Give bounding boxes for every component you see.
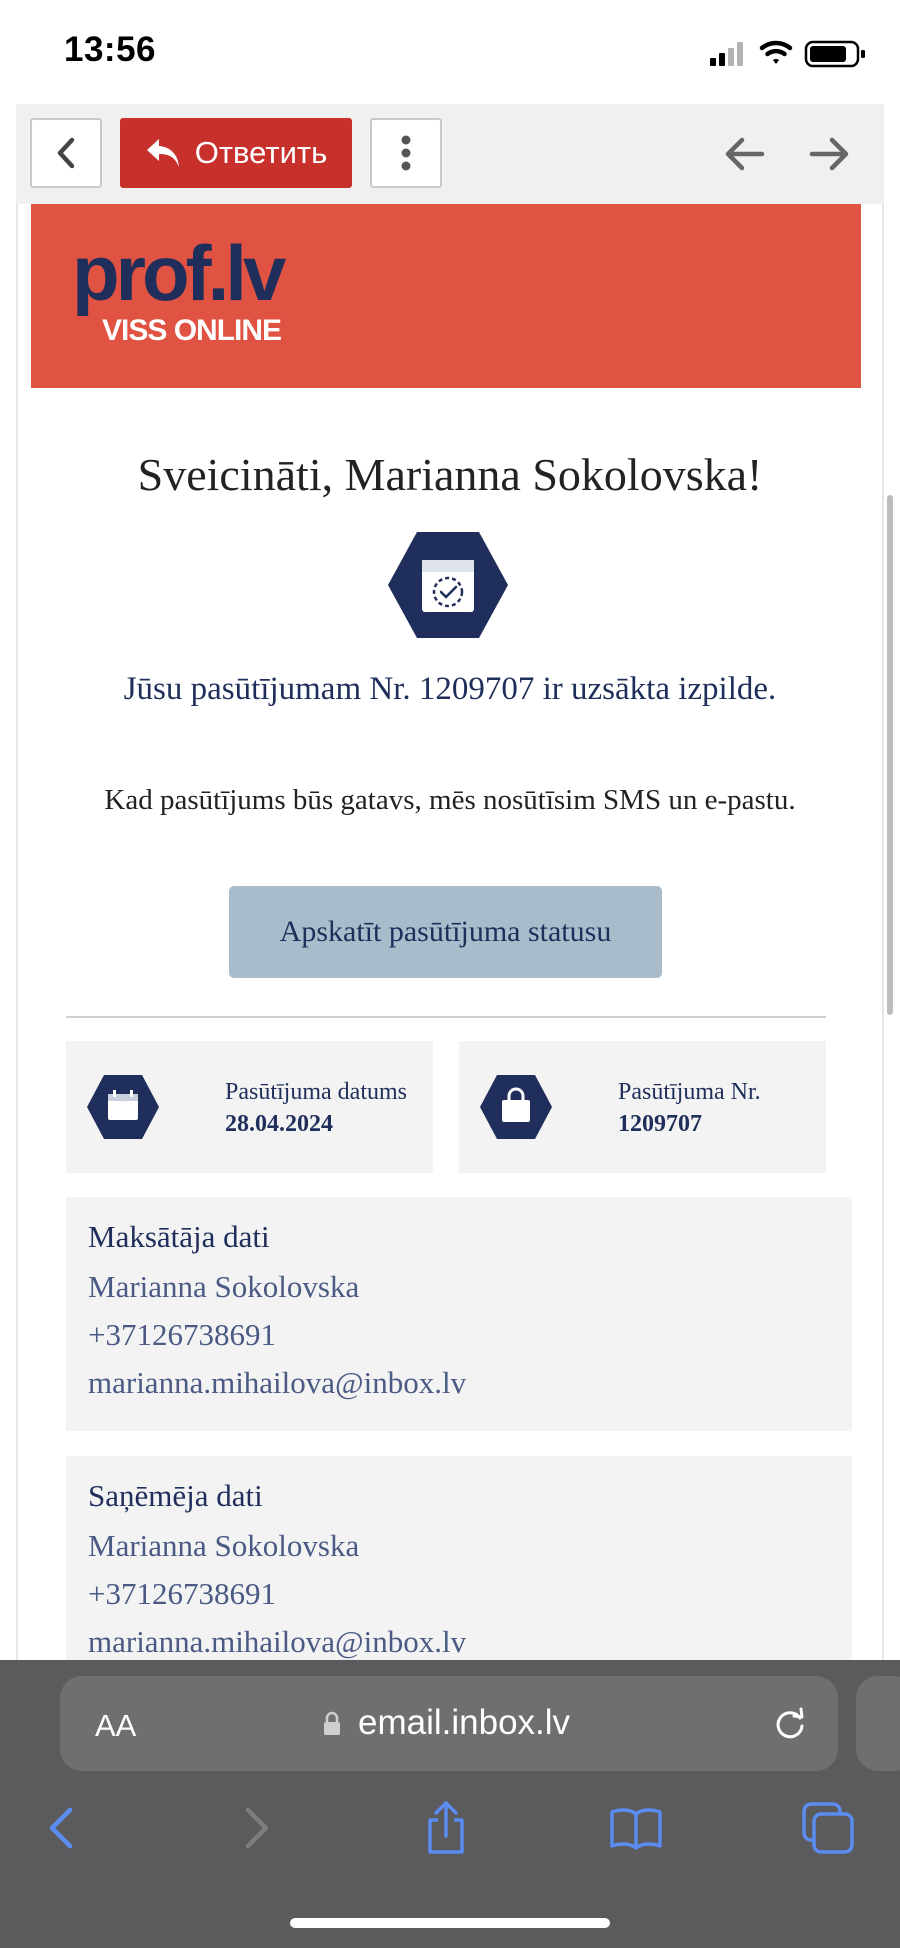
order-number-value: 1209707: [618, 1111, 702, 1137]
scroll-indicator[interactable]: [887, 495, 893, 1015]
back-button[interactable]: [30, 118, 102, 188]
payer-name: Marianna Sokolovska: [88, 1269, 360, 1304]
next-tab-preview[interactable]: [856, 1676, 900, 1771]
greeting-heading: Sveicināti, Marianna Sokolovska!: [137, 449, 763, 500]
payer-email[interactable]: marianna.mihailova@inbox.lv: [88, 1365, 467, 1400]
receiver-details: [66, 1456, 852, 1686]
receiver-phone[interactable]: +37126738691: [88, 1576, 276, 1611]
shopping-bag-hexagon-icon: [479, 1074, 553, 1140]
bookmarks-icon[interactable]: [608, 1800, 664, 1856]
cellular-signal-icon: [710, 42, 743, 66]
safari-forward-icon[interactable]: [228, 1800, 284, 1856]
order-started-message: Jūsu pasūtījumam Nr. 1209707 ir uzsākta izpilde.: [123, 671, 777, 707]
mail-toolbar: [16, 104, 884, 204]
logo-main-text: prof.lv: [72, 238, 283, 317]
order-number-card: [459, 1041, 826, 1173]
receiver-name: Marianna Sokolovska: [88, 1528, 360, 1563]
text-size-button[interactable]: AA: [95, 1708, 137, 1743]
order-number-label: Pasūtījuma Nr.: [618, 1079, 761, 1105]
status-time: 13:56: [64, 30, 157, 69]
back-chevron-icon: [54, 136, 78, 170]
payer-title: Maksātāja dati: [88, 1219, 270, 1254]
reply-button[interactable]: [120, 118, 352, 188]
sms-notice-message: Kad pasūtījums būs gatavs, mēs nosūtīsim SMS un e-pastu.: [104, 784, 796, 816]
receiver-email[interactable]: marianna.mihailova@inbox.lv: [88, 1624, 467, 1659]
arrow-right-icon[interactable]: [808, 134, 852, 174]
battery-icon: [806, 42, 865, 66]
tabs-icon[interactable]: [800, 1800, 856, 1856]
view-order-status-label: Apskatīt pasūtījuma statusu: [279, 915, 612, 948]
reply-button-label: Ответить: [194, 135, 328, 170]
package-hexagon-icon: [386, 530, 510, 640]
home-indicator: [290, 1918, 610, 1928]
reply-arrow-icon: [145, 137, 181, 169]
reload-icon[interactable]: [772, 1706, 808, 1742]
view-order-status-button[interactable]: [229, 886, 662, 978]
order-date-label: Pasūtījuma datums: [225, 1079, 407, 1105]
section-divider: [66, 1016, 826, 1018]
arrow-left-icon[interactable]: [722, 134, 766, 174]
lock-icon: [322, 1711, 342, 1737]
share-icon[interactable]: [418, 1800, 474, 1856]
wifi-icon: [762, 43, 790, 64]
order-date-value: 28.04.2024: [225, 1111, 333, 1137]
safari-back-icon[interactable]: [36, 1800, 92, 1856]
url-text[interactable]: email.inbox.lv: [358, 1703, 571, 1742]
calendar-hexagon-icon: [86, 1074, 160, 1140]
more-vertical-icon: [400, 134, 412, 172]
payer-details: [66, 1197, 852, 1431]
logo-sub-text: VISS ONLINE: [102, 314, 282, 347]
payer-phone[interactable]: +37126738691: [88, 1317, 276, 1352]
receiver-title: Saņēmēja dati: [88, 1478, 263, 1513]
prof-lv-logo: [72, 238, 392, 350]
status-icons: [700, 36, 870, 70]
order-date-card: [66, 1041, 433, 1173]
more-options-button[interactable]: [370, 118, 442, 188]
